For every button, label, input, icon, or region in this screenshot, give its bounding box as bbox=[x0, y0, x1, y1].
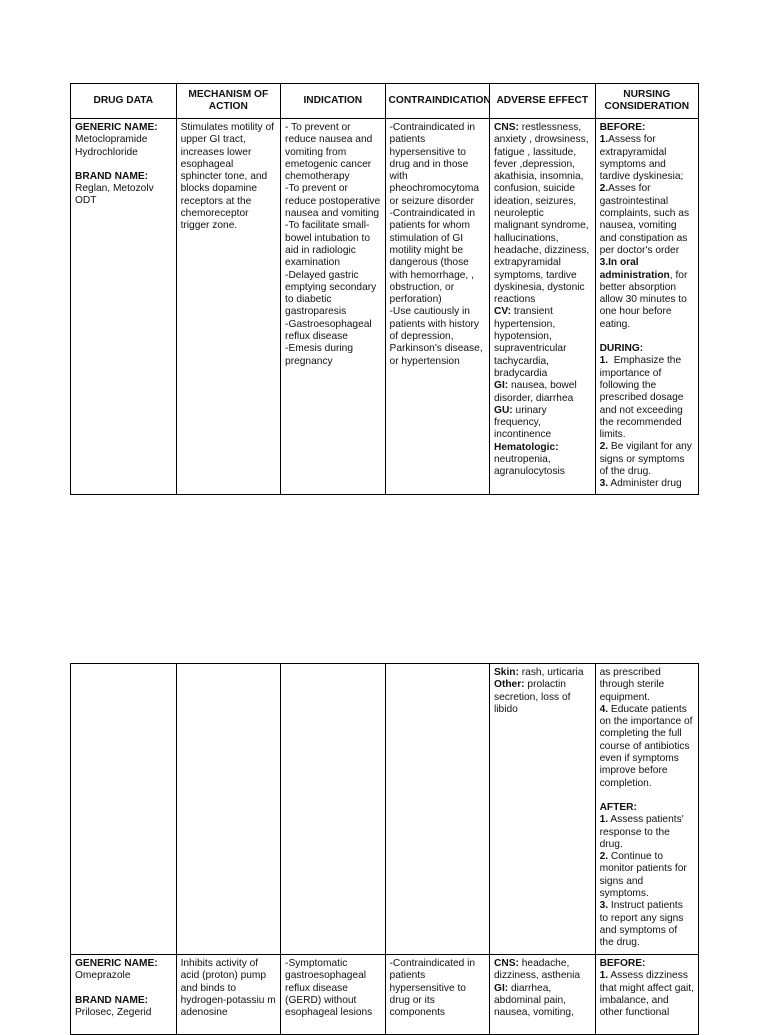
nursing-item bbox=[600, 478, 694, 490]
adverse-label: GI: bbox=[494, 380, 509, 392]
before-label: BEFORE: bbox=[599, 122, 646, 133]
brand-name-value: Reglan, Metozolv ODT bbox=[75, 183, 157, 207]
mechanism-cell bbox=[176, 955, 280, 1035]
mechanism-cell bbox=[176, 664, 280, 955]
drug-data-cell bbox=[71, 955, 177, 1035]
nursing-consideration-cell bbox=[595, 955, 698, 1035]
adverse-label: GI: bbox=[494, 982, 509, 994]
nursing-item bbox=[600, 355, 694, 441]
adverse-label: CNS: bbox=[494, 122, 519, 133]
nursing-item bbox=[600, 900, 694, 949]
contraindication-cell bbox=[385, 664, 489, 955]
header-adverse-effect: ADVERSE EFFECT bbox=[490, 84, 596, 119]
adverse-label: CNS: bbox=[494, 958, 519, 969]
item-number: 1. bbox=[599, 134, 609, 146]
header-nursing-consideration: NURSING CONSIDERATION bbox=[595, 84, 698, 119]
before-label: BEFORE: bbox=[599, 958, 646, 969]
nursing-consideration-cell bbox=[595, 664, 698, 955]
adverse-label: Skin: bbox=[494, 667, 519, 678]
adverse-item bbox=[494, 679, 591, 716]
item-number: 2. bbox=[599, 441, 609, 453]
item-text: Continue to monitor patients for signs and symptoms. bbox=[599, 851, 687, 900]
header-row bbox=[71, 84, 699, 119]
table-row-continued bbox=[71, 664, 699, 955]
header-indication: INDICATION bbox=[281, 84, 385, 119]
table-row-omeprazole bbox=[71, 955, 699, 1035]
after-label: AFTER: bbox=[599, 801, 637, 813]
adverse-text: urinary frequency, incontinence bbox=[494, 404, 552, 441]
item-text: Asses for gastrointestinal complaints, such as nausea, vomiting and constipation as per doctor's order bbox=[599, 183, 690, 256]
nursing-item bbox=[600, 441, 694, 478]
brand-name-value: Prilosec, Zegerid bbox=[75, 1006, 152, 1018]
indication-cell bbox=[281, 119, 385, 495]
nursing-item bbox=[600, 183, 694, 257]
item-text: Educate patients on the importance of completing the full course of antibiotics even if symptoms improve before completion. bbox=[599, 703, 693, 789]
adverse-text: restlessness, anxiety , drowsiness, fatigue , lassitude, fever ,depression, akathisia, insomnia, confusion, suicide ideation, seizures, neuroleptic malignant syndrome, hallucinations, headache, dizziness, extrapyramidal symptoms, tardive dyskinesia, dystonic reactions bbox=[494, 122, 590, 306]
nursing-item bbox=[600, 851, 694, 900]
adverse-item bbox=[494, 380, 591, 405]
generic-name-label: GENERIC NAME: bbox=[75, 958, 158, 969]
adverse-effect-cell bbox=[490, 119, 596, 495]
adverse-text: transient hypertension, hypotension, supraventricular tachycardia, bradycardia bbox=[494, 306, 567, 379]
item-number: 4. bbox=[599, 703, 609, 715]
adverse-text: rash, urticaria bbox=[518, 667, 584, 678]
item-text: Assess dizziness that might affect gait, imbalance, and other functional bbox=[599, 970, 694, 1019]
indication-cell bbox=[281, 955, 385, 1035]
adverse-item bbox=[494, 306, 591, 380]
adverse-text: diarrhea, abdominal pain, nausea, vomiting, bbox=[494, 982, 574, 1019]
nursing-item bbox=[600, 814, 694, 851]
nursing-item bbox=[600, 704, 694, 790]
item-text: Be vigilant for any signs or symptoms of the drug. bbox=[599, 441, 692, 478]
item-text: Administer drug bbox=[608, 478, 682, 490]
item-number: 1. bbox=[599, 355, 609, 367]
item-number: 1. bbox=[599, 970, 609, 982]
mechanism-text: Stimulates motility of upper GI tract, increases lower esophageal sphincter tone, and blocks dopamine receptors at the chemoreceptor trigger zone. bbox=[180, 122, 277, 232]
mechanism-text: Inhibits activity of acid (proton) pump and binds to hydrogen-potassiu m adenosine bbox=[180, 958, 279, 1019]
nursing-item bbox=[600, 970, 694, 1019]
contraindication-cell bbox=[385, 955, 489, 1035]
table-row-metoclopramide bbox=[71, 119, 699, 495]
generic-name-value: Metoclopramide Hydrochloride bbox=[75, 134, 151, 158]
brand-name-label: BRAND NAME: bbox=[75, 994, 149, 1006]
adverse-label: Other: bbox=[494, 679, 525, 691]
indication-text: - To prevent or reduce nausea and vomiting from emetogenic cancer chemotherapy -To prevent or reduce postoperative nausea and vomiting -To facilitate small-bowel intubation to aid in radiologic examination -Delayed gastric emptying secondary to diabetic gastroparesis -Gastroesophageal reflux disease -Emesis during pregnancy bbox=[285, 122, 381, 367]
item-text: Assess for extrapyramidal symptoms and tardive dyskinesia; bbox=[599, 134, 684, 183]
contraindication-text: -Contraindicated in patients hypersensitive to drug or its components bbox=[389, 958, 478, 1019]
indication-cell bbox=[281, 664, 385, 955]
header-drug-data: DRUG DATA bbox=[71, 84, 177, 119]
nursing-item bbox=[600, 257, 694, 331]
nursing-item bbox=[600, 134, 694, 183]
item-number: 2. bbox=[599, 851, 609, 863]
item-bold-text: 3.In oral administration bbox=[599, 257, 670, 281]
during-label: DURING: bbox=[599, 343, 644, 355]
item-number: 1. bbox=[599, 814, 609, 826]
drug-table-page-1 bbox=[70, 83, 699, 495]
generic-name-label: GENERIC NAME: bbox=[75, 122, 158, 133]
item-text: Emphasize the importance of following the prescribed dosage and not exceeding the recommended limits. bbox=[599, 355, 687, 441]
item-text: Assess patients' response to the drug. bbox=[599, 814, 684, 850]
adverse-item bbox=[494, 983, 591, 1020]
item-text: , for better absorption allow 30 minutes to one hour before eating. bbox=[599, 269, 688, 330]
adverse-label: CV: bbox=[494, 306, 511, 318]
drug-data-cell bbox=[71, 664, 177, 955]
drug-data-cell bbox=[71, 119, 177, 495]
item-number: 3. bbox=[599, 900, 609, 912]
adverse-item bbox=[494, 405, 591, 442]
item-number: 2. bbox=[599, 183, 609, 195]
header-contraindication: CONTRAINDICATION bbox=[385, 84, 489, 119]
adverse-item bbox=[494, 122, 591, 306]
adverse-label: GU: bbox=[494, 404, 513, 416]
generic-name-value: Omeprazole bbox=[75, 970, 131, 982]
adverse-item bbox=[494, 667, 591, 679]
mechanism-cell bbox=[176, 119, 280, 495]
drug-table-page-2 bbox=[70, 663, 699, 1035]
contraindication-cell bbox=[385, 119, 489, 495]
adverse-effect-cell bbox=[490, 955, 596, 1035]
adverse-item bbox=[494, 442, 591, 479]
adverse-text: neutropenia, agranulocytosis bbox=[494, 454, 565, 478]
indication-text: -Symptomatic gastroesophageal reflux disease (GERD) without esophageal lesions bbox=[285, 958, 373, 1019]
item-number: 3. bbox=[599, 478, 609, 490]
adverse-item bbox=[494, 958, 591, 983]
nursing-consideration-cell bbox=[595, 119, 698, 495]
contraindication-text: -Contraindicated in patients hypersensitive to drug and in those with pheochromocytoma or seizure disorder -Contraindicated in patients for whom stimulation of GI motility might be dangerous (those with hemorrhage, , obstruction, or perforation) -Use cautiously in patients with history of depression, Parkinson's disease, or hypertension bbox=[389, 122, 483, 367]
adverse-label: Hematologic: bbox=[494, 441, 559, 453]
adverse-effect-cell bbox=[490, 664, 596, 955]
adverse-text: prolactin secretion, loss of libido bbox=[494, 679, 571, 715]
header-mechanism: MECHANISM OF ACTION bbox=[176, 84, 280, 119]
item-text: Instruct patients to report any signs and symptoms of the drug. bbox=[599, 900, 684, 949]
adverse-text: headache, dizziness, asthenia bbox=[494, 958, 581, 982]
brand-name-label: BRAND NAME: bbox=[75, 170, 149, 182]
nursing-continued-text: as prescribed through sterile equipment. bbox=[599, 667, 667, 703]
adverse-text: nausea, bowel disorder, diarrhea bbox=[494, 380, 577, 404]
